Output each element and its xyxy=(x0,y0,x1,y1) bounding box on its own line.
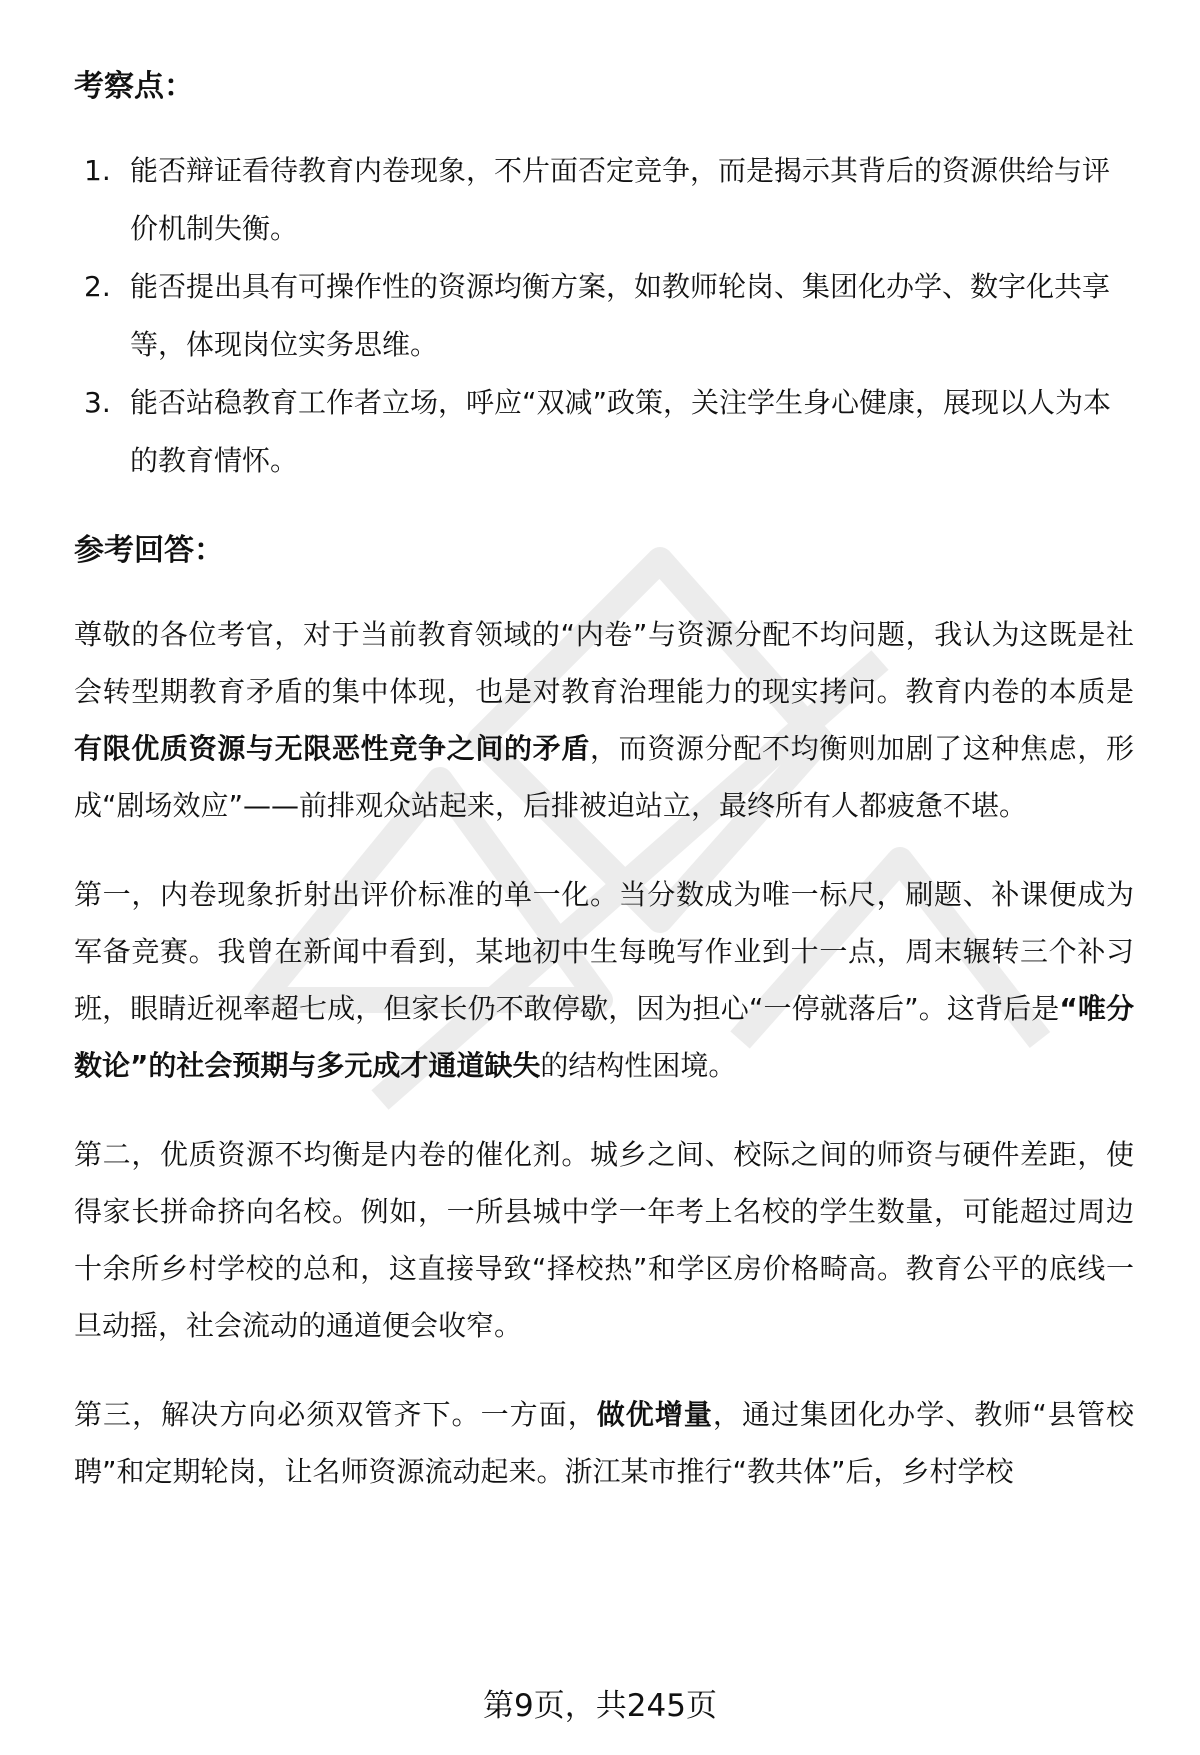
list-item-text: 能否辩证看待教育内卷现象，不片面否定竞争，而是揭示其背后的资源供给与评价机制失衡。 xyxy=(130,154,1111,245)
answer-paragraph-3 xyxy=(74,1126,1134,1354)
answer-paragraph-4 xyxy=(74,1386,1134,1500)
paragraph-text: 第三，解决方向必须双管齐下。一方面， xyxy=(74,1398,597,1431)
answer-paragraph-2 xyxy=(74,866,1134,1094)
list-item-text: 能否站稳教育工作者立场，呼应“双减”政策，关注学生身心健康，展现以人为本的教育情怀。 xyxy=(130,386,1112,477)
list-item-number: 2. xyxy=(84,270,111,303)
paragraph-text: 第二，优质资源不均衡是内卷的催化剂。城乡之间、校际之间的师资与硬件差距，使得家长拼命挤向名校。例如，一所县城中学一年考上名校的学生数量，可能超过周边十余所乡村学校的总和，这直接导致“择校热”和学区房价格畸高。教育公平的底线一旦动摇，社会流动的通道便会收窄。 xyxy=(74,1138,1134,1342)
list-item-text: 能否提出具有可操作性的资源均衡方案，如教师轮岗、集团化办学、数字化共享等，体现岗位实务思维。 xyxy=(130,270,1111,361)
list-item xyxy=(74,374,1134,490)
paragraph-text: ，通过集团化办学、教师“县管校聘”和定期轮岗，让名师资源流动起来。浙江某市推行“教共体”后，乡村学校 xyxy=(74,1398,1134,1488)
exam-points-list xyxy=(74,142,1134,490)
section-heading-exam-points: 考察点： xyxy=(74,69,194,104)
section-heading-reference-answer: 参考回答： xyxy=(74,533,224,568)
paragraph-text: 的结构性困境。 xyxy=(540,1049,737,1082)
main-content xyxy=(74,62,1134,1500)
list-item xyxy=(74,258,1134,374)
emphasis-text: 有限优质资源与无限恶性竞争之间的矛盾 xyxy=(74,732,590,765)
emphasis-text: “唯分数论”的社会预期与多元成才通道缺失 xyxy=(74,992,1134,1082)
list-item-number: 3. xyxy=(84,386,111,419)
paragraph-text: 尊敬的各位考官，对于当前教育领域的“内卷”与资源分配不均问题，我认为这既是社会转型期教育矛盾的集中体现，也是对教育治理能力的现实拷问。教育内卷的本质是 xyxy=(74,618,1134,708)
paragraph-text: ，而资源分配不均衡则加剧了这种焦虑，形成“剧场效应”——前排观众站起来，后排被迫站立，最终所有人都疲惫不堪。 xyxy=(74,732,1134,822)
list-item xyxy=(74,142,1134,258)
answer-paragraph-1 xyxy=(74,606,1134,834)
emphasis-text: 做优增量 xyxy=(596,1398,713,1431)
paragraph-text: 第一，内卷现象折射出评价标准的单一化。当分数成为唯一标尺，刷题、补课便成为军备竞赛。我曾在新闻中看到，某地初中生每晚写作业到十一点，周末辗转三个补习班，眼睛近视率超七成，但家长仍不敢停歇，因为担心“一停就落后”。这背后是 xyxy=(74,878,1134,1025)
page-number-footer: 第9页，共245页 xyxy=(483,1688,717,1724)
list-item-number: 1. xyxy=(84,154,111,187)
